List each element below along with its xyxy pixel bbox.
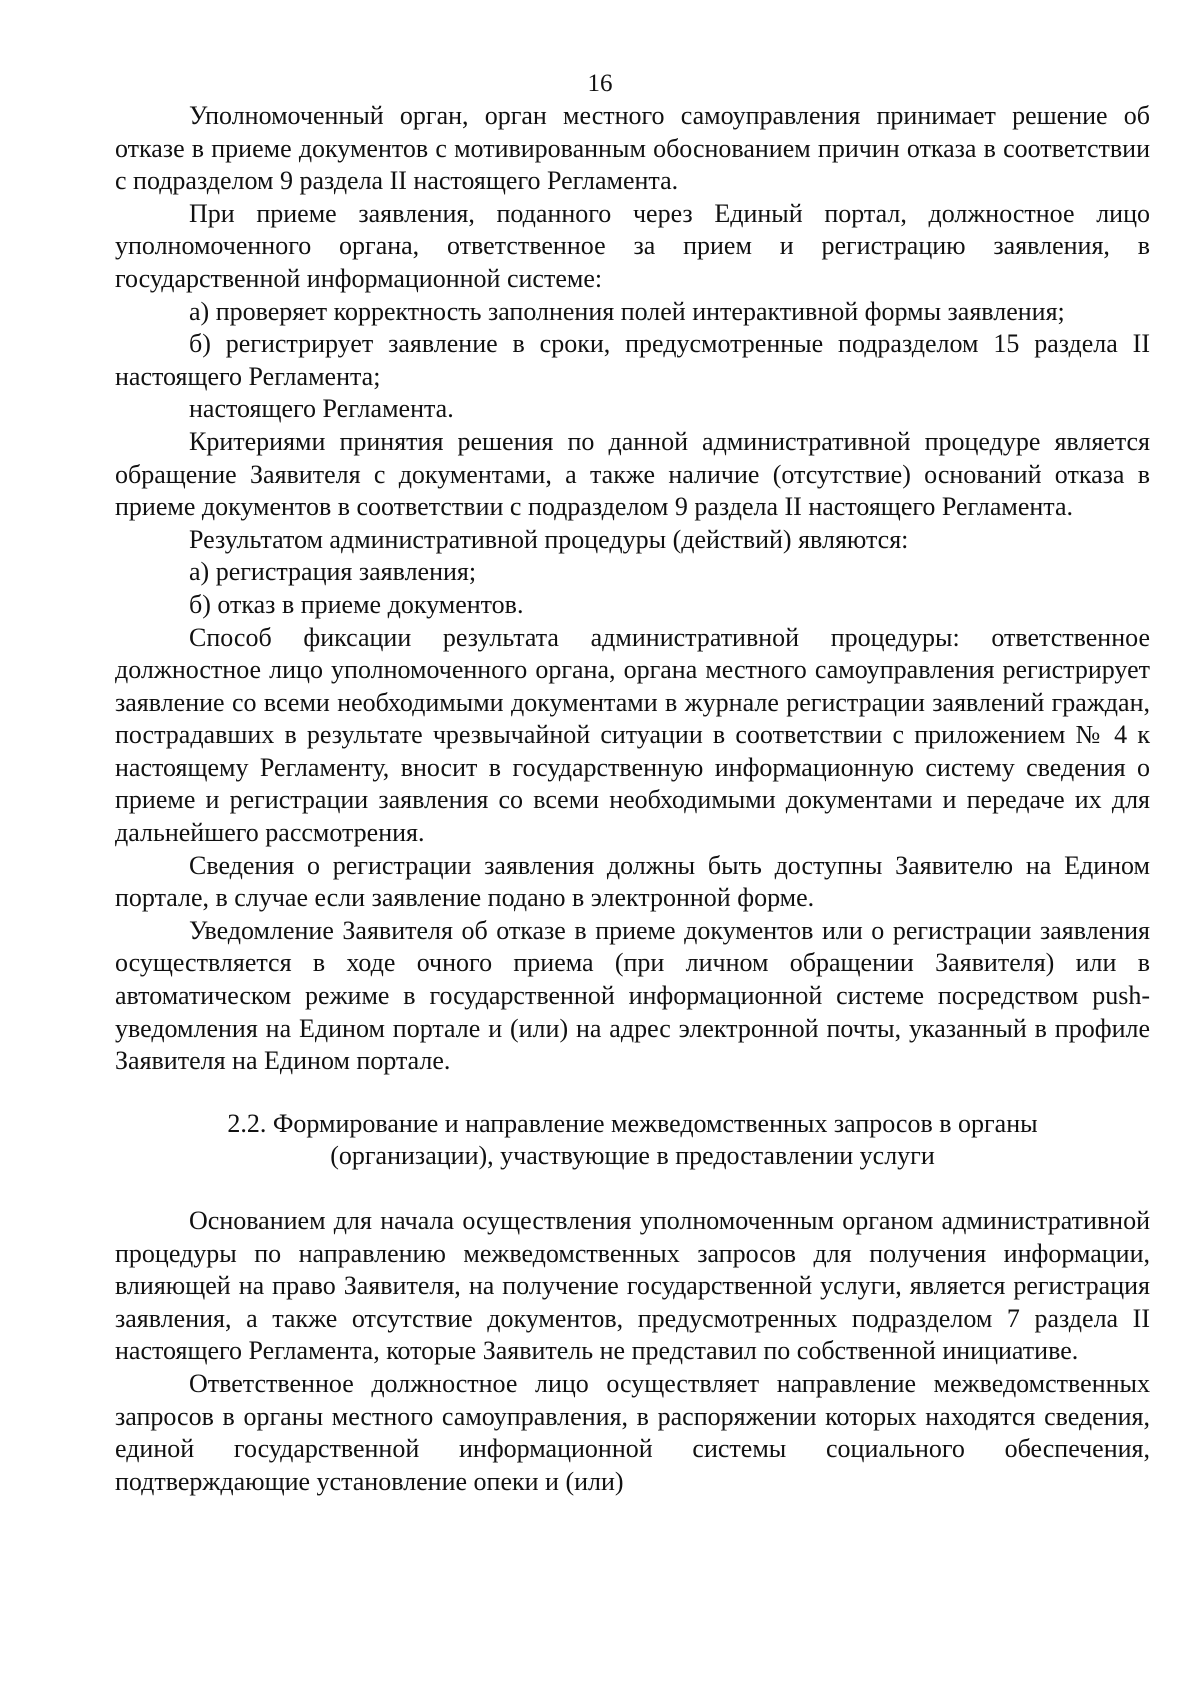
paragraph: а) регистрация заявления; bbox=[189, 557, 477, 587]
spacer bbox=[115, 1078, 1150, 1108]
paragraph: Основанием для начала осуществления уполномоченным органом административной процедуры по направлению межведомственных запросов для получения информации, влияющей на право Заявителя, на получение государственной услуги, является регистрация заявления, а также отсутствие документов, предусмотренных подразделом 7 раздела II настоящего Регламента, которые Заявитель не представил по собственной инициативе. bbox=[115, 1206, 1150, 1366]
paragraph: Сведения о регистрации заявления должны быть доступны Заявителю на Едином портале, в случае если заявление подано в электронной форме. bbox=[115, 850, 1150, 913]
paragraph: Способ фиксации результата административной процедуры: ответственное должностное лицо уполномоченного органа, органа местного самоуправления регистрирует заявление со всеми необходимыми документами в журнале регистрации заявлений граждан, пострадавших в результате чрезвычайной ситуации в соответствии с приложением № 4 к настоящему Регламенту, вносит в государственную информационную систему сведения о приеме и регистрации заявления со всеми необходимыми документами и передаче их для дальнейшего рассмотрения. bbox=[115, 622, 1150, 848]
section-heading: 2.2. Формирование и направление межведомственных запросов в органы (организации), участвующие в предоставлении услуги bbox=[227, 1108, 1038, 1171]
page-number: 16 bbox=[587, 70, 613, 97]
spacer bbox=[115, 1173, 1150, 1205]
paragraph: Ответственное должностное лицо осуществляет направление межведомственных запросов в органы местного самоуправления, в распоряжении которых находятся сведения, единой государственной информационной системы социального обеспечения, подтверждающие установление опеки и (или) bbox=[115, 1368, 1150, 1496]
paragraph: Уведомление Заявителя об отказе в приеме документов или о регистрации заявления осуществляется в ходе очного приема (при личном обращении Заявителя) или в автоматическом режиме в государственной информационной системе посредством push-уведомления на Едином портале и (или) на адрес электронной почты, указанный в профиле Заявителя на Едином портале. bbox=[115, 915, 1150, 1076]
paragraph: Результатом административной процедуры (действий) являются: bbox=[189, 524, 909, 554]
paragraph: б) отказ в приеме документов. bbox=[189, 589, 524, 619]
paragraph: При приеме заявления, поданного через Единый портал, должностное лицо уполномоченного органа, ответственное за прием и регистрацию заявления, в государственной информационной системе: bbox=[115, 198, 1150, 293]
paragraph: настоящего Регламента. bbox=[189, 394, 454, 424]
paragraph: б) регистрирует заявление в сроки, предусмотренные подразделом 15 раздела II настоящего Регламента; bbox=[115, 329, 1150, 391]
paragraph: Уполномоченный орган, орган местного самоуправления принимает решение об отказе в приеме документов с мотивированным обоснованием причин отказа в соответствии с подразделом 9 раздела II настоящего Регламента. bbox=[115, 101, 1150, 196]
paragraph: а) проверяет корректность заполнения полей интерактивной формы заявления; bbox=[189, 296, 1065, 326]
paragraph: Критериями принятия решения по данной административной процедуре является обращение Заявителя с документами, а также наличие (отсутствие) оснований отказа в приеме документов в соответствии с подразделом 9 раздела II настоящего Регламента. bbox=[115, 426, 1150, 522]
document-body bbox=[115, 100, 1150, 1498]
